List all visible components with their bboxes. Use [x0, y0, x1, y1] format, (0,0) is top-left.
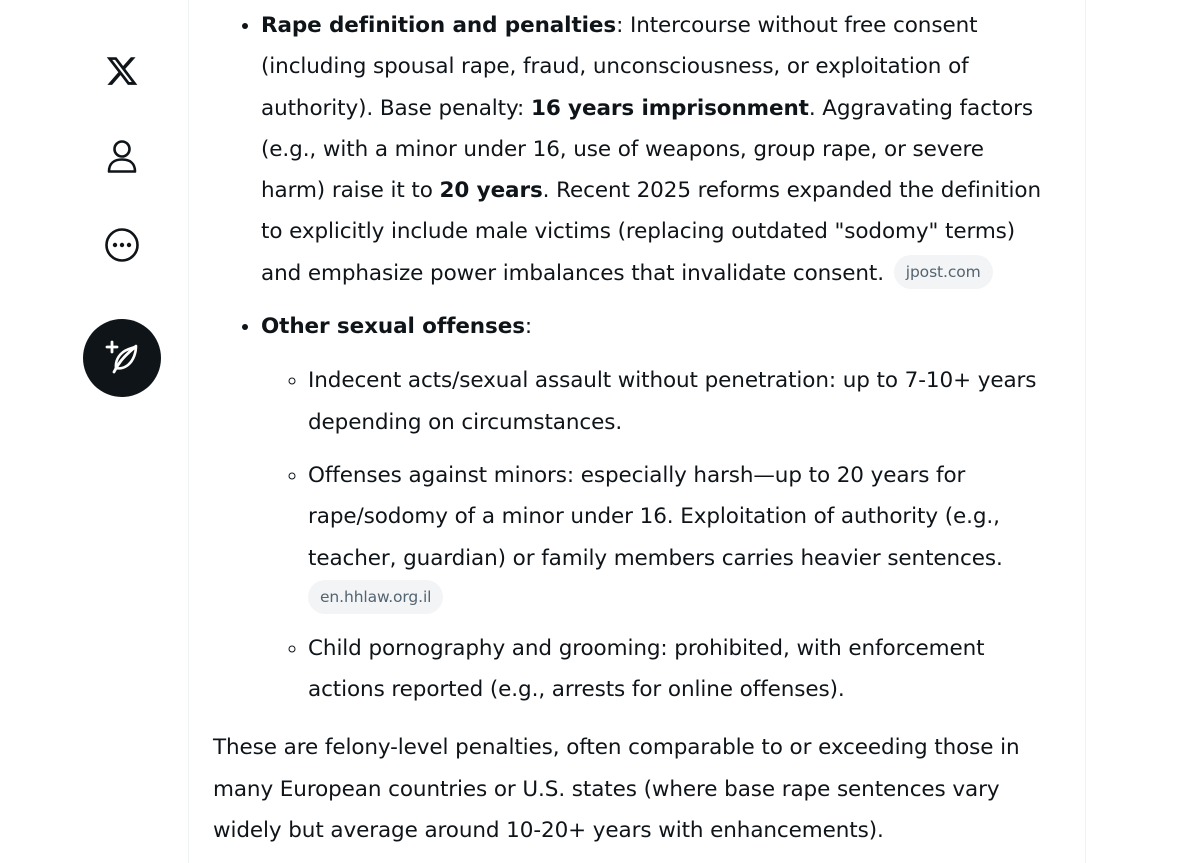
compose-post-button[interactable] — [83, 319, 161, 397]
source-link-chip[interactable]: jpost.com — [894, 255, 993, 289]
nested-item-text: Child pornography and grooming: prohibited, with enforcement actions reported (e.g., arrests for online offenses). — [308, 635, 985, 703]
source-link-chip[interactable]: en.hhlaw.org.il — [308, 580, 443, 614]
bold-penalty: 20 years — [439, 178, 543, 204]
x-logo-icon[interactable] — [97, 46, 147, 96]
item-heading: Rape definition and penalties — [261, 13, 617, 38]
sidebar — [0, 0, 188, 863]
post-content — [188, 0, 1086, 863]
nested-item-text: Indecent acts/sexual assault without penetration: up to 7-10+ years depending on circumstances. — [308, 368, 1037, 435]
item-text: . Recent 2025 reforms expanded the definition to explicitly include male victims (replacing outdated "sodomy" terms) and emphasize power imbalances that invalidate consent. — [261, 178, 1041, 286]
nested-item-text: Offenses against minors: especially harsh—up to 20 years for rape/sodomy of a minor under 16. Exploitation of authority (e.g., teacher, guardian) or family members carries heavier sentences. — [308, 462, 1003, 571]
item-text: : Intercourse without free consent (including spousal rape, fraud, unconsciousness, or exploitation of authority). Base penalty: — [261, 13, 978, 121]
item-text: . Aggravating factors (e.g., with a minor under 16, use of weapons, group rape, or severe harm) raise it to — [261, 95, 1034, 204]
x-logo-glyph — [105, 54, 139, 88]
bold-penalty: 16 years imprisonment — [530, 95, 809, 121]
person-icon — [105, 139, 139, 175]
profile-icon[interactable] — [97, 132, 147, 182]
nested-list-item — [308, 455, 1049, 616]
nested-list-item — [308, 628, 1049, 711]
nested-list — [261, 360, 1049, 710]
feather-plus-icon — [104, 340, 140, 376]
more-icon[interactable] — [97, 220, 147, 270]
response-text — [213, 5, 1049, 851]
list-item-rape-definition — [261, 5, 1049, 294]
list-item-other-offenses — [261, 306, 1049, 710]
summary-paragraph: These are felony-level penalties, often comparable to or exceeding those in many European countries or U.S. states (where base rape sentences vary widely but average around 10-20+ years with enhancements). — [213, 735, 1020, 844]
top-level-list — [213, 5, 1049, 710]
more-circle-icon — [104, 227, 140, 263]
item-colon: : — [524, 314, 533, 340]
nested-list-item — [308, 360, 1049, 443]
item-heading: Other sexual offenses — [261, 314, 525, 340]
